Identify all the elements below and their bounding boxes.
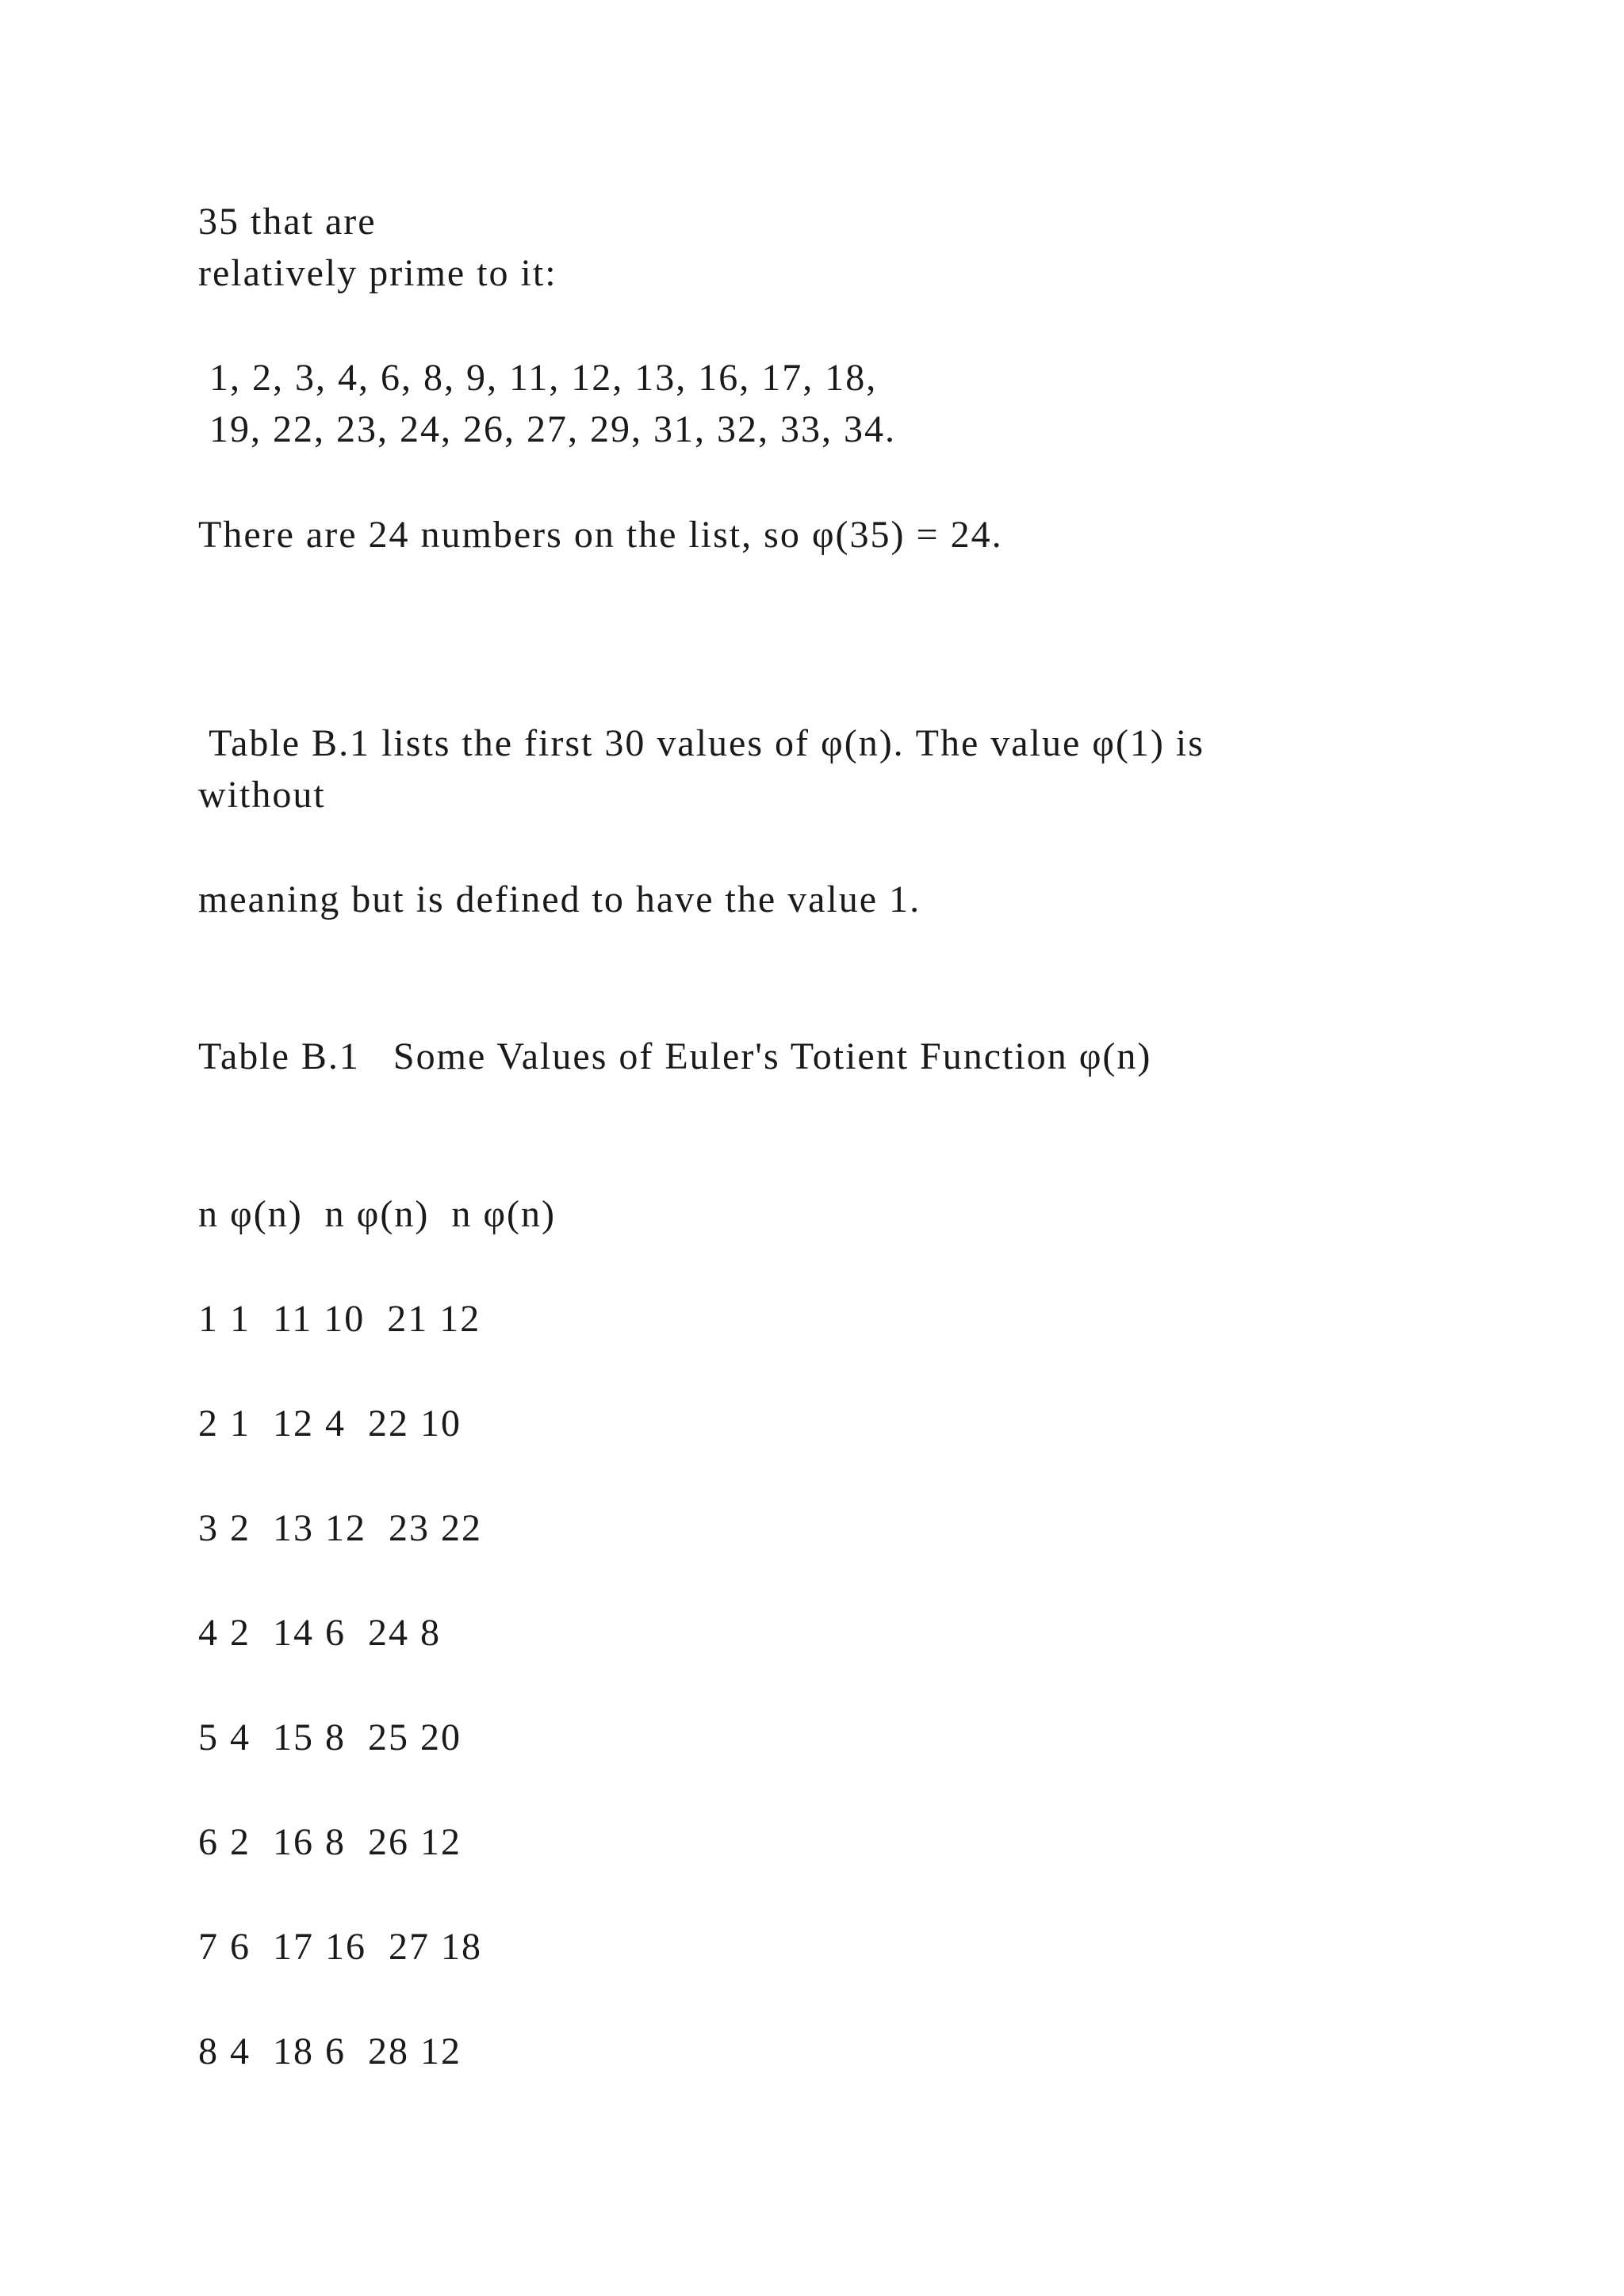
table-row: 1 1 11 10 21 12 [198, 1298, 481, 1340]
table-intro-line-2: without [198, 774, 326, 816]
table-row: 8 4 18 6 28 12 [198, 2030, 462, 2072]
coprime-list-line-2: 19, 22, 23, 24, 26, 27, 29, 31, 32, 33, 34. [198, 408, 896, 450]
table-row: 4 2 14 6 24 8 [198, 1612, 441, 1654]
table-row: 2 1 12 4 22 10 [198, 1402, 462, 1445]
table-caption: Table B.1 Some Values of Euler's Totient Function φ(n) [198, 1035, 1152, 1077]
table-row: 6 2 16 8 26 12 [198, 1821, 462, 1863]
table-header: n φ(n) n φ(n) n φ(n) [198, 1193, 557, 1235]
table-row: 3 2 13 12 23 22 [198, 1507, 482, 1549]
table-row: 7 6 17 16 27 18 [198, 1926, 482, 1968]
intro-line-1: 35 that are [198, 201, 377, 243]
table-row: 5 4 15 8 25 20 [198, 1716, 462, 1758]
table-intro-line-3: meaning but is defined to have the value 1. [198, 878, 921, 920]
coprime-list-line-1: 1, 2, 3, 4, 6, 8, 9, 11, 12, 13, 16, 17, 18, [198, 357, 878, 399]
conclusion-text: There are 24 numbers on the list, so φ(35) = 24. [198, 514, 1003, 556]
intro-line-2: relatively prime to it: [198, 252, 557, 294]
table-intro-line-1: Table B.1 lists the first 30 values of φ(n). The value φ(1) is [198, 722, 1205, 764]
